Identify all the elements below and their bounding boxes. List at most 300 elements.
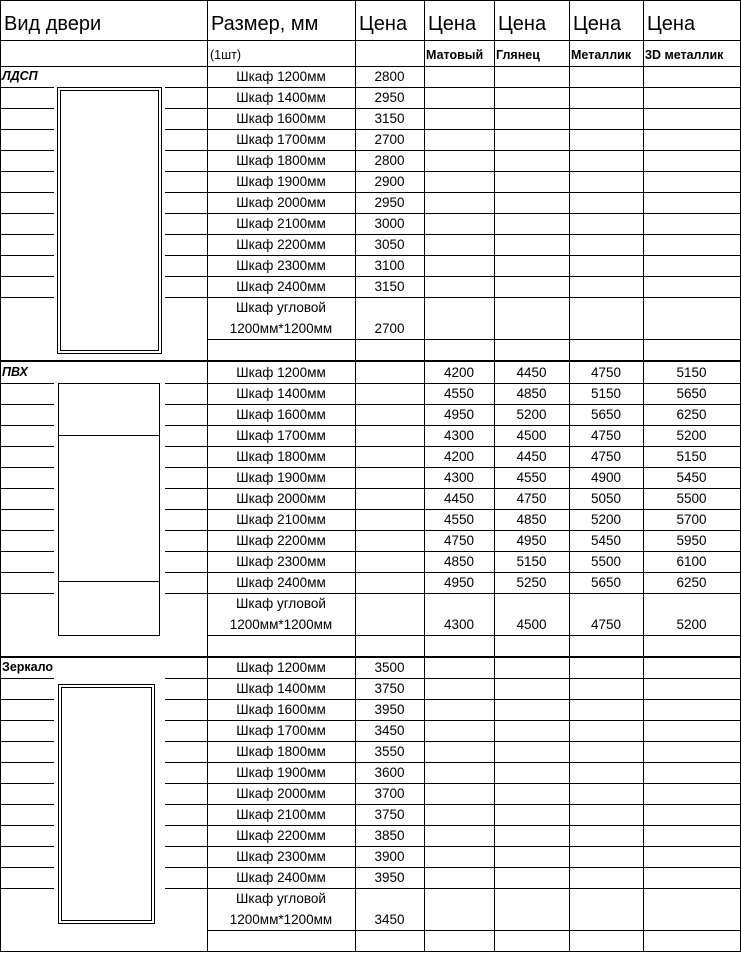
price-cell-matte bbox=[424, 213, 494, 234]
price-cell-matte bbox=[424, 87, 494, 108]
size-cell: Шкаф 2200мм bbox=[236, 828, 326, 843]
door-col-tick-right bbox=[165, 488, 207, 489]
price-cell-metallic bbox=[569, 678, 643, 699]
price-cell-gloss: 4950 bbox=[516, 533, 547, 548]
door-col-tick-left bbox=[0, 234, 54, 235]
door-col-tick-left bbox=[0, 255, 54, 256]
door-col-tick-right bbox=[165, 467, 207, 468]
corner-price-cell-d3 bbox=[643, 909, 740, 930]
price-cell-d3 bbox=[643, 255, 740, 276]
size-cell: Шкаф 1400мм bbox=[236, 681, 326, 696]
size-cell: Шкаф 1900мм bbox=[236, 765, 326, 780]
price-cell-price: 3150 bbox=[374, 279, 405, 294]
door-col-tick-left bbox=[0, 762, 54, 763]
door-col-tick-left bbox=[0, 383, 54, 384]
door-col-tick-left bbox=[0, 741, 54, 742]
door-col-tick-right bbox=[165, 404, 207, 405]
corner-price-cell-gloss: 4500 bbox=[516, 617, 547, 632]
price-cell-gloss bbox=[494, 108, 569, 129]
corner-price-cell-matte: 4300 bbox=[443, 617, 475, 632]
price-cell-price: 3150 bbox=[374, 111, 405, 126]
size-cell: Шкаф 2400мм bbox=[236, 870, 326, 885]
corner-size-cell bbox=[207, 888, 355, 930]
door-col-tick-right bbox=[165, 867, 207, 868]
price-cell-gloss: 4750 bbox=[516, 491, 547, 506]
door-col-tick-right bbox=[165, 551, 207, 552]
door-col-tick-left bbox=[0, 783, 54, 784]
size-cell: Шкаф 1600мм bbox=[236, 407, 326, 422]
price-cell-matte: 4450 bbox=[443, 491, 475, 506]
price-cell-metallic bbox=[569, 108, 643, 129]
size-cell: Шкаф 1200мм bbox=[236, 365, 326, 380]
price-cell-matte bbox=[424, 129, 494, 150]
door-col-tick-left bbox=[0, 150, 54, 151]
price-cell-metallic: 5650 bbox=[590, 407, 622, 422]
price-cell-gloss: 4450 bbox=[516, 449, 547, 464]
price-cell-d3 bbox=[643, 804, 740, 825]
price-cell-matte: 4300 bbox=[443, 428, 475, 443]
section-label: ПВХ bbox=[2, 365, 28, 379]
price-cell-d3 bbox=[643, 657, 740, 678]
price-cell-gloss: 5200 bbox=[516, 407, 547, 422]
price-cell-d3 bbox=[643, 192, 740, 213]
price-cell-metallic bbox=[569, 762, 643, 783]
price-cell-price: 3950 bbox=[374, 702, 405, 717]
corner-price-cell-metallic bbox=[569, 318, 643, 339]
price-cell-metallic bbox=[569, 720, 643, 741]
price-cell-matte bbox=[424, 678, 494, 699]
price-cell-price: 3850 bbox=[374, 828, 405, 843]
size-cell: Шкаф 1900мм bbox=[236, 174, 326, 189]
price-cell-metallic bbox=[569, 657, 643, 678]
price-cell-d3 bbox=[643, 171, 740, 192]
price-cell-d3 bbox=[643, 234, 740, 255]
size-cell: Шкаф 2000мм bbox=[236, 195, 326, 210]
price-cell-d3: 5700 bbox=[676, 512, 707, 527]
corner-line1: Шкаф угловой bbox=[236, 891, 326, 906]
corner-price-cell-price: 2700 bbox=[374, 321, 405, 336]
price-cell-price bbox=[355, 530, 424, 551]
price-cell-gloss bbox=[494, 234, 569, 255]
price-cell-matte: 4750 bbox=[443, 533, 475, 548]
door-col-tick-left bbox=[0, 678, 54, 679]
price-cell-matte bbox=[424, 720, 494, 741]
price-cell-matte bbox=[424, 171, 494, 192]
price-cell-gloss bbox=[494, 213, 569, 234]
size-cell: Шкаф 2300мм bbox=[236, 849, 326, 864]
door-col-tick-left bbox=[0, 825, 54, 826]
door-col-tick-left bbox=[0, 404, 54, 405]
door-col-tick-right bbox=[165, 446, 207, 447]
size-cell: Шкаф 2400мм bbox=[236, 575, 326, 590]
price-cell-price: 3900 bbox=[374, 849, 405, 864]
price-cell-matte bbox=[424, 192, 494, 213]
header-price-gloss: Цена bbox=[498, 12, 547, 35]
row-divider bbox=[207, 930, 741, 931]
corner-price-cell-price: 3450 bbox=[374, 912, 405, 927]
price-cell-d3 bbox=[643, 867, 740, 888]
size-cell: Шкаф 1800мм bbox=[236, 153, 326, 168]
price-cell-d3 bbox=[643, 699, 740, 720]
door-col-tick-right bbox=[165, 276, 207, 277]
door-col-tick-right bbox=[165, 720, 207, 721]
row-divider bbox=[207, 635, 741, 636]
price-cell-metallic bbox=[569, 66, 643, 87]
price-cell-matte: 4850 bbox=[443, 554, 475, 569]
door-col-tick-left bbox=[0, 276, 54, 277]
door-col-tick-right bbox=[165, 192, 207, 193]
price-cell-metallic: 5650 bbox=[590, 575, 622, 590]
price-cell-gloss bbox=[494, 783, 569, 804]
price-cell-matte: 4300 bbox=[443, 470, 475, 485]
price-cell-price bbox=[355, 425, 424, 446]
size-cell: Шкаф 1600мм bbox=[236, 111, 326, 126]
door-col-tick-left bbox=[0, 551, 54, 552]
door-col-tick-left bbox=[0, 171, 54, 172]
price-cell-metallic bbox=[569, 699, 643, 720]
door-col-tick-left bbox=[0, 192, 54, 193]
door-col-tick-left bbox=[0, 804, 54, 805]
price-cell-gloss bbox=[494, 846, 569, 867]
price-cell-matte bbox=[424, 699, 494, 720]
price-cell-price: 2950 bbox=[374, 195, 405, 210]
corner-line2: 1200мм*1200мм bbox=[229, 321, 333, 336]
header-price-metallic: Цена bbox=[573, 12, 622, 35]
door-col-tick-right bbox=[165, 213, 207, 214]
price-cell-metallic bbox=[569, 741, 643, 762]
price-cell-metallic bbox=[569, 255, 643, 276]
price-cell-metallic bbox=[569, 192, 643, 213]
subheader-3d: 3D металлик bbox=[645, 48, 724, 62]
door-col-tick-right bbox=[165, 108, 207, 109]
size-cell: Шкаф 2100мм bbox=[236, 216, 326, 231]
size-cell: Шкаф 2400мм bbox=[236, 279, 326, 294]
corner-line1: Шкаф угловой bbox=[236, 300, 326, 315]
price-cell-d3: 5200 bbox=[676, 428, 707, 443]
price-cell-matte bbox=[424, 825, 494, 846]
price-cell-d3 bbox=[643, 678, 740, 699]
price-cell-gloss: 5150 bbox=[516, 554, 547, 569]
price-cell-metallic: 4900 bbox=[590, 470, 622, 485]
price-cell-price bbox=[355, 362, 424, 383]
door-col-tick-left bbox=[0, 87, 54, 88]
subheader-matte: Матовый bbox=[426, 48, 484, 62]
price-cell-price: 2800 bbox=[374, 69, 405, 84]
door-col-tick-right bbox=[165, 804, 207, 805]
price-cell-matte bbox=[424, 846, 494, 867]
price-cell-price bbox=[355, 488, 424, 509]
size-cell: Шкаф 1800мм bbox=[236, 744, 326, 759]
price-cell-d3: 5150 bbox=[676, 449, 707, 464]
price-cell-price bbox=[355, 383, 424, 404]
price-cell-metallic bbox=[569, 276, 643, 297]
size-cell: Шкаф 2100мм bbox=[236, 807, 326, 822]
price-cell-gloss bbox=[494, 720, 569, 741]
door-panel-divider bbox=[58, 581, 160, 582]
size-cell: Шкаф 2200мм bbox=[236, 237, 326, 252]
door-col-tick-left bbox=[0, 888, 54, 889]
door-col-tick-right bbox=[165, 87, 207, 88]
price-cell-price bbox=[355, 404, 424, 425]
corner-price-cell-gloss bbox=[494, 909, 569, 930]
price-cell-matte bbox=[424, 66, 494, 87]
price-cell-price: 3550 bbox=[374, 744, 405, 759]
price-cell-price: 2700 bbox=[374, 132, 405, 147]
corner-price-cell-price bbox=[355, 614, 424, 635]
size-cell: Шкаф 1700мм bbox=[236, 428, 326, 443]
price-cell-gloss: 4500 bbox=[516, 428, 547, 443]
door-col-tick-left bbox=[0, 213, 54, 214]
price-cell-gloss bbox=[494, 678, 569, 699]
corner-size-cell bbox=[207, 297, 355, 339]
price-cell-d3 bbox=[643, 129, 740, 150]
size-cell: Шкаф 1400мм bbox=[236, 90, 326, 105]
price-cell-price bbox=[355, 551, 424, 572]
size-cell: Шкаф 2300мм bbox=[236, 258, 326, 273]
door-col-tick-right bbox=[165, 888, 207, 889]
price-cell-metallic bbox=[569, 804, 643, 825]
size-cell: Шкаф 2000мм bbox=[236, 491, 326, 506]
price-cell-d3 bbox=[643, 87, 740, 108]
price-cell-matte bbox=[424, 657, 494, 678]
price-cell-d3 bbox=[643, 720, 740, 741]
price-cell-d3 bbox=[643, 108, 740, 129]
price-cell-price: 3100 bbox=[374, 258, 405, 273]
price-cell-metallic: 4750 bbox=[590, 365, 622, 380]
size-cell: Шкаф 1200мм bbox=[236, 660, 326, 675]
corner-size-cell bbox=[207, 593, 355, 635]
price-cell-price bbox=[355, 467, 424, 488]
price-cell-price: 3000 bbox=[374, 216, 405, 231]
price-cell-matte: 4550 bbox=[443, 512, 475, 527]
price-cell-d3: 5150 bbox=[676, 365, 707, 380]
price-cell-price: 3450 bbox=[374, 723, 405, 738]
door-inner-frame bbox=[60, 90, 159, 351]
price-cell-gloss bbox=[494, 171, 569, 192]
price-cell-metallic: 5150 bbox=[590, 386, 622, 401]
price-cell-price: 2900 bbox=[374, 174, 405, 189]
price-cell-d3: 5650 bbox=[676, 386, 707, 401]
header-price-3d: Цена bbox=[647, 12, 696, 35]
price-cell-metallic: 4750 bbox=[590, 428, 622, 443]
price-cell-d3 bbox=[643, 762, 740, 783]
price-cell-gloss bbox=[494, 192, 569, 213]
door-col-tick-right bbox=[165, 297, 207, 298]
header-price-matte: Цена bbox=[428, 12, 477, 35]
price-cell-price bbox=[355, 446, 424, 467]
size-cell: Шкаф 1700мм bbox=[236, 132, 326, 147]
price-cell-metallic: 5450 bbox=[590, 533, 622, 548]
door-col-tick-left bbox=[0, 867, 54, 868]
door-inner-frame bbox=[61, 687, 152, 921]
size-cell: Шкаф 1600мм bbox=[236, 702, 326, 717]
price-cell-price: 2800 bbox=[374, 153, 405, 168]
price-cell-gloss bbox=[494, 867, 569, 888]
door-col-tick-right bbox=[165, 150, 207, 151]
price-cell-d3 bbox=[643, 741, 740, 762]
price-cell-matte: 4950 bbox=[443, 407, 475, 422]
price-cell-matte bbox=[424, 783, 494, 804]
price-cell-metallic bbox=[569, 129, 643, 150]
door-col-tick-left bbox=[0, 593, 54, 594]
door-col-tick-right bbox=[165, 572, 207, 573]
price-cell-d3 bbox=[643, 276, 740, 297]
price-cell-d3 bbox=[643, 846, 740, 867]
door-col-tick-left bbox=[0, 129, 54, 130]
door-col-tick-left bbox=[0, 572, 54, 573]
price-cell-price: 3950 bbox=[374, 870, 405, 885]
size-cell: Шкаф 2100мм bbox=[236, 512, 326, 527]
door-col-tick-left bbox=[0, 467, 54, 468]
size-cell: Шкаф 1900мм bbox=[236, 470, 326, 485]
header-divider bbox=[0, 40, 741, 41]
door-col-tick-left bbox=[0, 509, 54, 510]
size-cell: Шкаф 1400мм bbox=[236, 386, 326, 401]
door-col-tick-left bbox=[0, 530, 54, 531]
corner-price-cell-gloss bbox=[494, 318, 569, 339]
size-cell: Шкаф 1800мм bbox=[236, 449, 326, 464]
price-cell-gloss: 4850 bbox=[516, 512, 547, 527]
frame-bottom bbox=[0, 951, 741, 952]
corner-price-cell-matte bbox=[424, 909, 494, 930]
price-cell-d3: 5500 bbox=[676, 491, 707, 506]
corner-price-cell-metallic: 4750 bbox=[590, 617, 622, 632]
door-col-tick-left bbox=[0, 720, 54, 721]
price-cell-gloss bbox=[494, 129, 569, 150]
door-col-tick-right bbox=[165, 509, 207, 510]
section-label: ЛДСП bbox=[2, 69, 38, 83]
price-cell-matte bbox=[424, 867, 494, 888]
price-cell-price: 3750 bbox=[374, 681, 405, 696]
door-col-tick-right bbox=[165, 846, 207, 847]
corner-line2: 1200мм*1200мм bbox=[229, 617, 333, 632]
price-cell-matte bbox=[424, 804, 494, 825]
price-cell-d3: 6250 bbox=[676, 575, 707, 590]
corner-line1: Шкаф угловой bbox=[236, 596, 326, 611]
door-col-tick-right bbox=[165, 234, 207, 235]
door-col-tick-left bbox=[0, 488, 54, 489]
size-cell: Шкаф 1700мм bbox=[236, 723, 326, 738]
price-cell-gloss bbox=[494, 66, 569, 87]
price-cell-price: 3500 bbox=[374, 660, 405, 675]
three-panel-door-icon bbox=[58, 383, 160, 636]
price-cell-metallic: 5200 bbox=[590, 512, 622, 527]
price-cell-metallic bbox=[569, 234, 643, 255]
price-cell-price bbox=[355, 572, 424, 593]
price-cell-gloss bbox=[494, 657, 569, 678]
price-cell-gloss bbox=[494, 762, 569, 783]
frame-top bbox=[0, 0, 741, 1]
price-cell-matte bbox=[424, 741, 494, 762]
price-cell-metallic: 4750 bbox=[590, 449, 622, 464]
door-col-tick-right bbox=[165, 741, 207, 742]
door-col-tick-left bbox=[0, 425, 54, 426]
door-col-tick-right bbox=[165, 171, 207, 172]
price-cell-metallic: 5050 bbox=[590, 491, 622, 506]
price-cell-d3 bbox=[643, 150, 740, 171]
price-cell-d3: 5950 bbox=[676, 533, 707, 548]
door-col-tick-left bbox=[0, 108, 54, 109]
door-col-tick-left bbox=[0, 846, 54, 847]
price-cell-metallic bbox=[569, 825, 643, 846]
corner-price-cell-d3: 5200 bbox=[676, 617, 707, 632]
door-col-tick-left bbox=[0, 446, 54, 447]
price-cell-d3: 5450 bbox=[676, 470, 707, 485]
price-cell-matte bbox=[424, 234, 494, 255]
price-cell-metallic bbox=[569, 171, 643, 192]
price-cell-gloss bbox=[494, 150, 569, 171]
door-col-tick-right bbox=[165, 129, 207, 130]
price-cell-matte: 4200 bbox=[443, 365, 475, 380]
row-divider bbox=[207, 339, 741, 340]
price-cell-matte bbox=[424, 150, 494, 171]
price-cell-metallic bbox=[569, 846, 643, 867]
price-cell-d3: 6250 bbox=[676, 407, 707, 422]
price-cell-d3 bbox=[643, 783, 740, 804]
corner-line2: 1200мм*1200мм bbox=[229, 912, 333, 927]
frame-left bbox=[0, 0, 1, 952]
door-panel-divider bbox=[58, 435, 160, 436]
price-cell-gloss bbox=[494, 804, 569, 825]
subheader-metallic: Металлик bbox=[571, 48, 632, 62]
door-col-tick-right bbox=[165, 593, 207, 594]
header-door-type: Вид двери bbox=[4, 12, 102, 35]
price-cell-matte bbox=[424, 255, 494, 276]
price-cell-gloss bbox=[494, 276, 569, 297]
door-col-tick-right bbox=[165, 678, 207, 679]
price-cell-metallic bbox=[569, 150, 643, 171]
subheader-gloss: Глянец bbox=[496, 48, 540, 62]
door-col-tick-right bbox=[165, 530, 207, 531]
price-cell-matte: 4200 bbox=[443, 449, 475, 464]
door-col-tick-right bbox=[165, 783, 207, 784]
price-cell-matte bbox=[424, 108, 494, 129]
price-cell-matte bbox=[424, 762, 494, 783]
price-cell-metallic bbox=[569, 87, 643, 108]
door-col-tick-right bbox=[165, 825, 207, 826]
price-cell-gloss bbox=[494, 255, 569, 276]
price-cell-metallic bbox=[569, 867, 643, 888]
section-label: Зеркало bbox=[2, 660, 54, 674]
header-price: Цена bbox=[359, 12, 408, 35]
header-size: Размер, мм bbox=[211, 12, 319, 35]
price-cell-matte: 4550 bbox=[443, 386, 475, 401]
price-cell-price: 2950 bbox=[374, 90, 405, 105]
price-cell-price bbox=[355, 509, 424, 530]
price-cell-price: 3700 bbox=[374, 786, 405, 801]
price-cell-gloss bbox=[494, 699, 569, 720]
price-cell-d3 bbox=[643, 66, 740, 87]
size-cell: Шкаф 2200мм bbox=[236, 533, 326, 548]
door-col-tick-right bbox=[165, 699, 207, 700]
size-cell: Шкаф 2000мм bbox=[236, 786, 326, 801]
price-cell-gloss: 5250 bbox=[516, 575, 547, 590]
price-cell-gloss bbox=[494, 741, 569, 762]
door-col-tick-left bbox=[0, 699, 54, 700]
price-cell-gloss bbox=[494, 87, 569, 108]
door-col-tick-left bbox=[0, 297, 54, 298]
price-cell-d3 bbox=[643, 825, 740, 846]
price-cell-price: 3050 bbox=[374, 237, 405, 252]
price-cell-gloss: 4850 bbox=[516, 386, 547, 401]
price-cell-price: 3750 bbox=[374, 807, 405, 822]
price-cell-matte: 4950 bbox=[443, 575, 475, 590]
price-cell-matte bbox=[424, 276, 494, 297]
corner-price-cell-d3 bbox=[643, 318, 740, 339]
price-cell-metallic: 5500 bbox=[590, 554, 622, 569]
door-col-tick-right bbox=[165, 255, 207, 256]
price-cell-gloss bbox=[494, 825, 569, 846]
